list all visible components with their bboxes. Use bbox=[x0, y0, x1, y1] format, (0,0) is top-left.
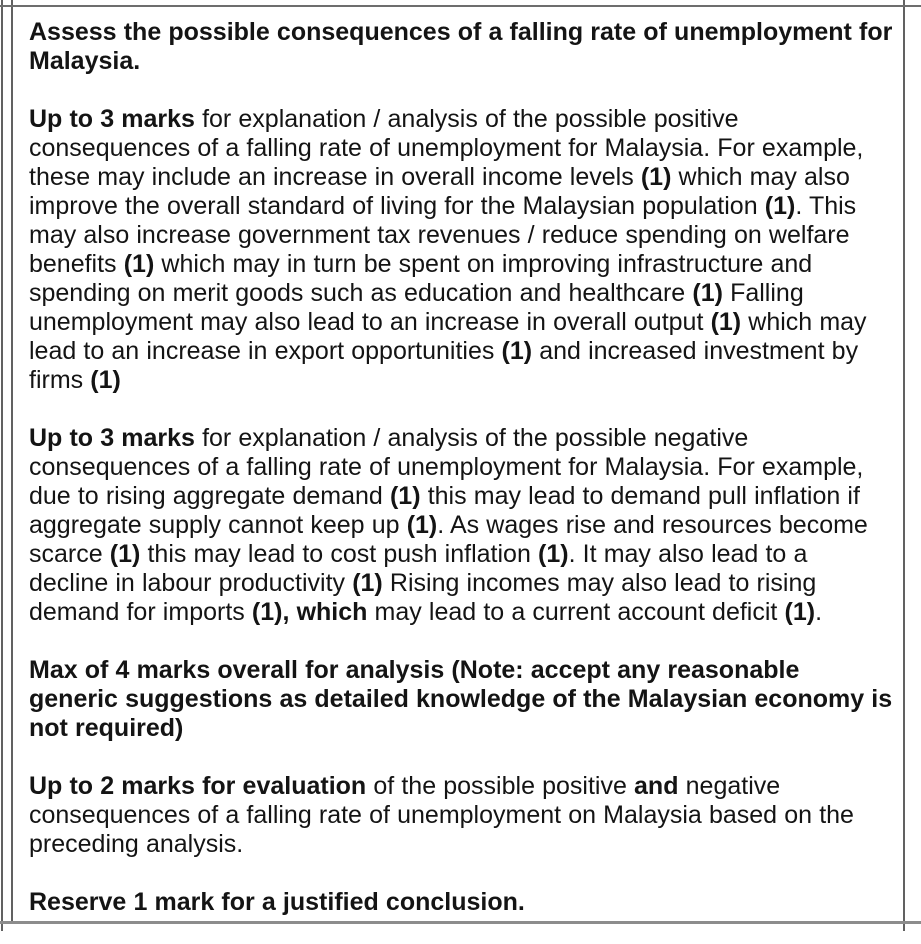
text-run: (1) bbox=[406, 511, 438, 539]
text-run: may lead to a current account deficit bbox=[367, 598, 785, 626]
text-run: which may in turn be spent on improving infrastructure and spending on merit goods such as education and healthcare bbox=[29, 250, 813, 307]
paragraph-negative-analysis bbox=[29, 424, 893, 627]
table-border-top bbox=[0, 5, 921, 7]
text-run: . As wages rise and resources become scarce bbox=[29, 511, 868, 568]
text-run: Rising incomes may also lead to rising demand for imports bbox=[29, 569, 817, 626]
text-run: (1) bbox=[538, 540, 569, 568]
paragraph-question bbox=[29, 18, 893, 76]
text-run: Assess the possible consequences of a falling rate of unemployment for Malaysia. bbox=[29, 18, 893, 75]
mark-scheme-content bbox=[29, 18, 893, 917]
table-border-right bbox=[903, 0, 905, 931]
text-run: and increased investment by firms bbox=[29, 337, 859, 394]
table-border-outer-left bbox=[1, 0, 3, 931]
text-run: (1) bbox=[784, 598, 816, 626]
paragraph-evaluation bbox=[29, 772, 893, 859]
text-run: this may lead to demand pull inflation if aggregate supply cannot keep up bbox=[29, 482, 860, 539]
text-run: which may lead to an increase in export opportunities bbox=[29, 308, 867, 365]
text-run: of the possible positive bbox=[366, 772, 635, 800]
text-run: (1) bbox=[352, 569, 383, 597]
text-run: (1) bbox=[764, 192, 796, 220]
text-run: . It may also lead to a decline in labour productivity bbox=[29, 540, 808, 597]
text-run: this may lead to cost push inflation bbox=[140, 540, 538, 568]
text-run: (1) bbox=[692, 279, 723, 307]
text-run: Up to 2 marks for evaluation bbox=[29, 772, 367, 800]
text-run: and bbox=[634, 772, 679, 800]
text-run: (1) bbox=[123, 250, 155, 278]
text-run: negative consequences of a falling rate of unemployment on Malaysia based on the preceding analysis. bbox=[29, 772, 854, 858]
text-run: for explanation / analysis of the possible positive consequences of a falling rate of unemployment for Malaysia. For example, these may include an increase in overall income levels bbox=[29, 105, 864, 191]
text-run: Reserve 1 mark for a justified conclusion. bbox=[29, 888, 525, 916]
text-run: Up to 3 marks bbox=[29, 424, 195, 452]
text-run: . This may also increase government tax revenues / reduce spending on welfare benefits bbox=[29, 192, 857, 278]
text-run: (1) bbox=[109, 540, 141, 568]
text-run: which may also improve the overall standard of living for the Malaysian population bbox=[29, 163, 850, 220]
paragraph-conclusion bbox=[29, 888, 893, 917]
text-run: (1) bbox=[389, 482, 421, 510]
table-border-inner-left bbox=[11, 0, 13, 922]
text-run: for explanation / analysis of the possible negative consequences of a falling rate of unemployment for Malaysia. For example, due to rising aggregate demand bbox=[29, 424, 864, 510]
text-run: Falling unemployment may also lead to an increase in overall output bbox=[29, 279, 804, 336]
table-border-bottom bbox=[0, 921, 921, 924]
text-run: (1), which bbox=[251, 598, 368, 626]
text-run: (1) bbox=[710, 308, 742, 336]
paragraph-max-marks-note bbox=[29, 656, 893, 743]
text-run: (1) bbox=[90, 366, 121, 394]
paragraph-positive-analysis bbox=[29, 105, 893, 395]
text-run: . bbox=[815, 598, 823, 626]
text-run: Up to 3 marks bbox=[29, 105, 195, 133]
text-run: (1) bbox=[501, 337, 533, 365]
text-run: (1) bbox=[640, 163, 672, 191]
text-run: Max of 4 marks overall for analysis (Note: accept any reasonable generic suggestions as detailed knowledge of the Malaysian economy is not required) bbox=[29, 656, 893, 742]
